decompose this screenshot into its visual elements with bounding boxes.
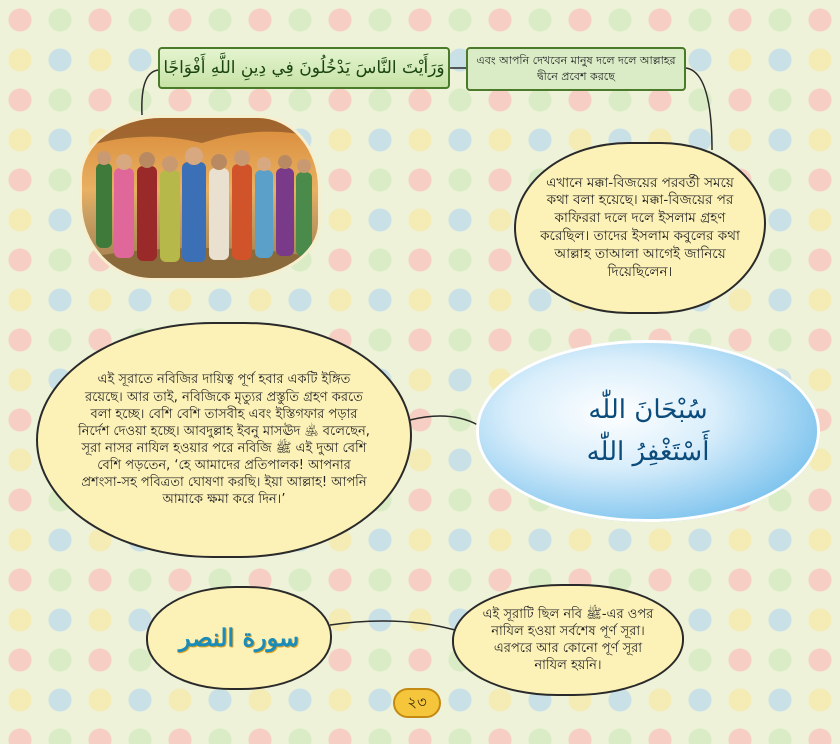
page-number: ২৩	[407, 692, 427, 711]
instruction-bubble	[36, 322, 412, 558]
verse-arabic-text: وَرَأَيْتَ النَّاسَ يَدْخُلُونَ فِي دِينِ اللَّهِ أَفْوَاجًا	[163, 58, 445, 78]
logo-bubble	[146, 586, 332, 690]
crowd-image	[82, 118, 318, 278]
verse-translation-label	[466, 47, 686, 91]
final-bubble	[452, 584, 684, 696]
page-number-badge	[393, 688, 441, 718]
dhikr-subhanallah: سُبْحَانَ اللّٰه	[588, 395, 708, 425]
context-bubble	[514, 142, 766, 314]
verse-translation-text: এবং আপনি দেখবেন মানুষ দলে দলে আল্লাহর দ্বীনে প্রবেশ করছে	[476, 54, 676, 83]
context-bubble-text: এখানে মক্কা-বিজয়ের পরবর্তী সময়ে কথা বলা হয়েছে। মক্কা-বিজয়ের পর কাফিররা দলে দলে ইসলাম গ্রহণ করেছিল। তাদের ইসলাম কবুলের কথা আল্লাহ তাআলা আগেই জানিয়ে দিয়েছিলেন।	[540, 174, 740, 280]
instruction-bubble-text: এই সূরাতে নবিজির দায়িত্ব পূর্ণ হবার একটি ইঙ্গিত রয়েছে। আর তাই, নবিজিকে মৃত্যুর প্রস্তুতি গ্রহণ করতে বলা হচ্ছে। বেশি বেশি তাসবীহ এবং ইস্তিগফার পড়ার নির্দেশ দেওয়া হচ্ছে। আবদুল্লাহ ইবনু মাসঊদ ﵁ বলেছেন, সূরা নাসর নাযিল হওয়ার পরে নবিজি ﷺ এই দুআ বেশি বেশি পড়তেন, ‘হে আমাদের প্রতিপালক! আপনার প্রশংসা-সহ পবিত্রতা ঘোষণা করছি। ইয়া আল্লাহ! আপনি আমাকে ক্ষমা করে দিন।’	[78, 372, 370, 508]
people-illustration	[82, 118, 318, 278]
final-bubble-text: এই সূরাটি ছিল নবি ﷺ-এর ওপর নাযিল হওয়া সর্বশেষ পূর্ণ সূরা। এরপরে আর কোনো পূর্ণ সূরা নাযিল হয়নি।	[482, 606, 654, 674]
dhikr-astaghfirullah: أَسْتَغْفِرُ اللّٰه	[586, 437, 710, 467]
surah-nasr-logo: سورة النصر	[178, 623, 300, 653]
verse-arabic-label	[158, 47, 450, 89]
dhikr-sky-cloud	[476, 340, 820, 522]
